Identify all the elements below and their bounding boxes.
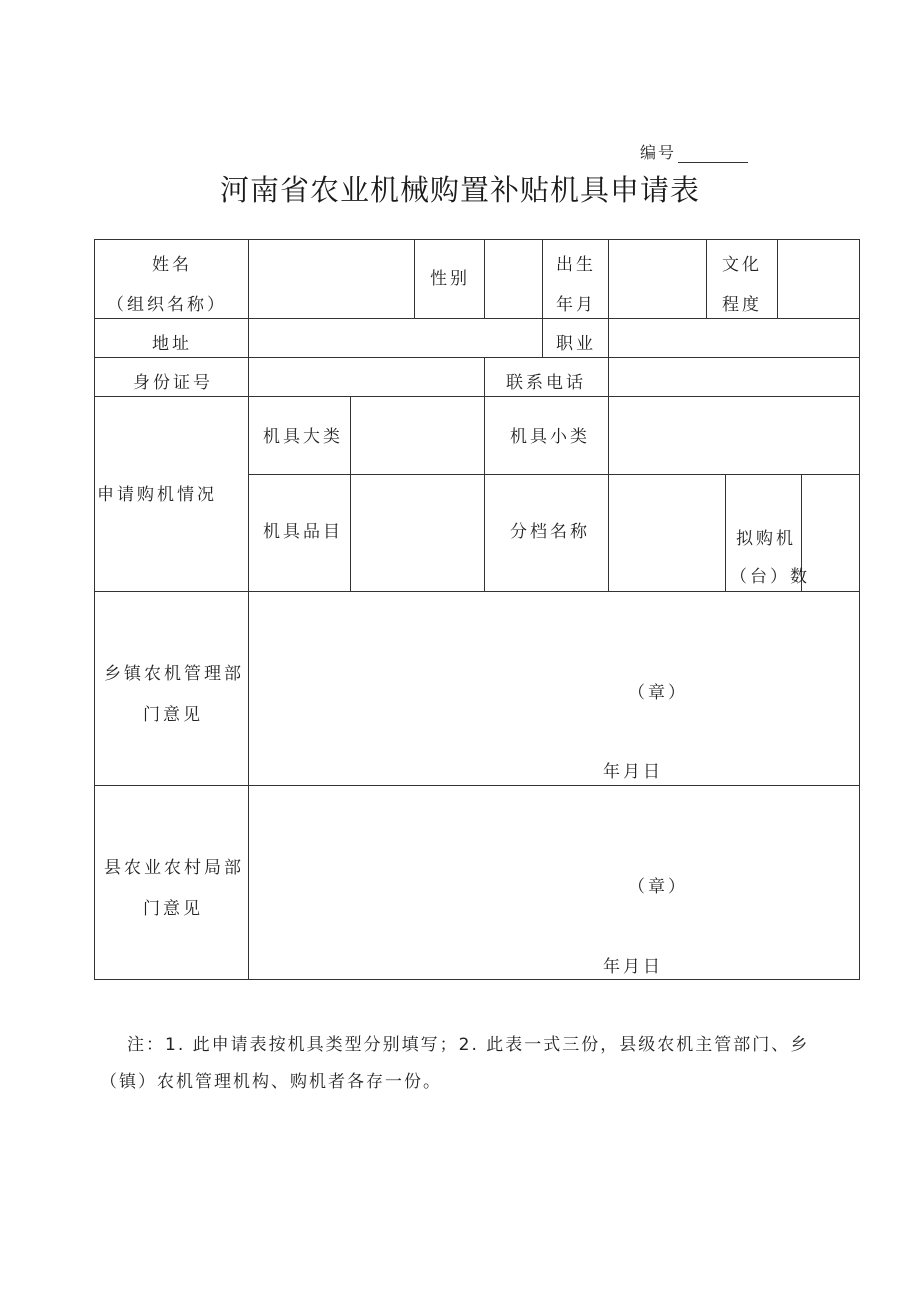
minor-class-input-cell[interactable] <box>609 397 859 474</box>
table-col-divider <box>725 474 726 591</box>
town-date-mark: 年月日 <box>603 762 663 782</box>
page-title: 河南省农业机械购置补贴机具申请表 <box>219 173 700 207</box>
quantity-label-line2: （台）数 <box>730 567 810 587</box>
birth-label-line1: 出生 <box>556 255 596 275</box>
town-opinion-input-cell[interactable] <box>249 592 859 785</box>
county-date-mark: 年月日 <box>603 957 663 977</box>
table-col-divider <box>542 239 543 318</box>
address-label: 地址 <box>152 334 192 354</box>
quantity-input-cell[interactable] <box>802 475 859 591</box>
major-class-input-cell[interactable] <box>351 397 484 474</box>
quantity-label-line1: 拟购机 <box>736 529 796 549</box>
table-border-bottom <box>94 979 860 980</box>
serial-number <box>640 140 748 163</box>
item-label: 机具品目 <box>263 522 343 542</box>
grade-name-label: 分档名称 <box>510 522 590 542</box>
county-opinion-input-cell[interactable] <box>249 786 859 979</box>
id-number-label: 身份证号 <box>133 373 213 393</box>
table-border-right <box>859 239 860 980</box>
table-col-divider <box>706 239 707 318</box>
id-number-input-cell[interactable] <box>249 358 484 396</box>
name-label: 姓名 <box>152 255 192 275</box>
education-input-cell[interactable] <box>778 240 859 318</box>
table-col-divider <box>414 239 415 318</box>
footnote-line-2: （镇）农机管理机构、购机者各存一份。 <box>100 1072 442 1092</box>
purchase-info-label: 申请购机情况 <box>97 485 217 505</box>
table-row-divider <box>248 474 860 475</box>
name-input-cell[interactable] <box>249 240 414 318</box>
serial-blank[interactable] <box>678 148 748 163</box>
minor-class-label: 机具小类 <box>510 427 590 447</box>
county-seal-mark: （章） <box>628 877 688 897</box>
grade-name-input-cell[interactable] <box>609 475 725 591</box>
footnote-line-1: 注：1. 此申请表按机具类型分别填写；2. 此表一式三份，县级农机主管部门、乡 <box>127 1035 810 1055</box>
serial-label: 编号 <box>640 143 677 162</box>
education-label-line2: 程度 <box>722 295 762 315</box>
table-border-top <box>94 239 860 240</box>
town-opinion-label-line1: 乡镇农机管理部 <box>104 664 244 684</box>
item-input-cell[interactable] <box>351 475 484 591</box>
major-class-label: 机具大类 <box>263 427 343 447</box>
birth-label-line2: 年月 <box>556 295 596 315</box>
table-col-divider <box>542 318 543 357</box>
table-border-left <box>94 239 95 980</box>
education-label-line1: 文化 <box>722 255 762 275</box>
town-seal-mark: （章） <box>628 683 688 703</box>
gender-label: 性别 <box>430 269 470 289</box>
table-col-divider <box>484 396 485 591</box>
town-opinion-label-line2: 门意见 <box>143 705 203 725</box>
org-name-label: （组织名称） <box>107 295 227 315</box>
table-col-divider <box>484 357 485 396</box>
phone-label: 联系电话 <box>506 373 586 393</box>
gender-input-cell[interactable] <box>485 240 542 318</box>
occupation-label: 职业 <box>556 334 596 354</box>
county-opinion-label-line1: 县农业农村局部 <box>104 858 244 878</box>
table-col-divider <box>248 396 249 591</box>
county-opinion-label-line2: 门意见 <box>143 899 203 919</box>
birth-input-cell[interactable] <box>609 240 706 318</box>
footnote <box>100 1027 833 1101</box>
address-input-cell[interactable] <box>249 319 542 357</box>
phone-input-cell[interactable] <box>609 358 859 396</box>
occupation-input-cell[interactable] <box>609 319 859 357</box>
